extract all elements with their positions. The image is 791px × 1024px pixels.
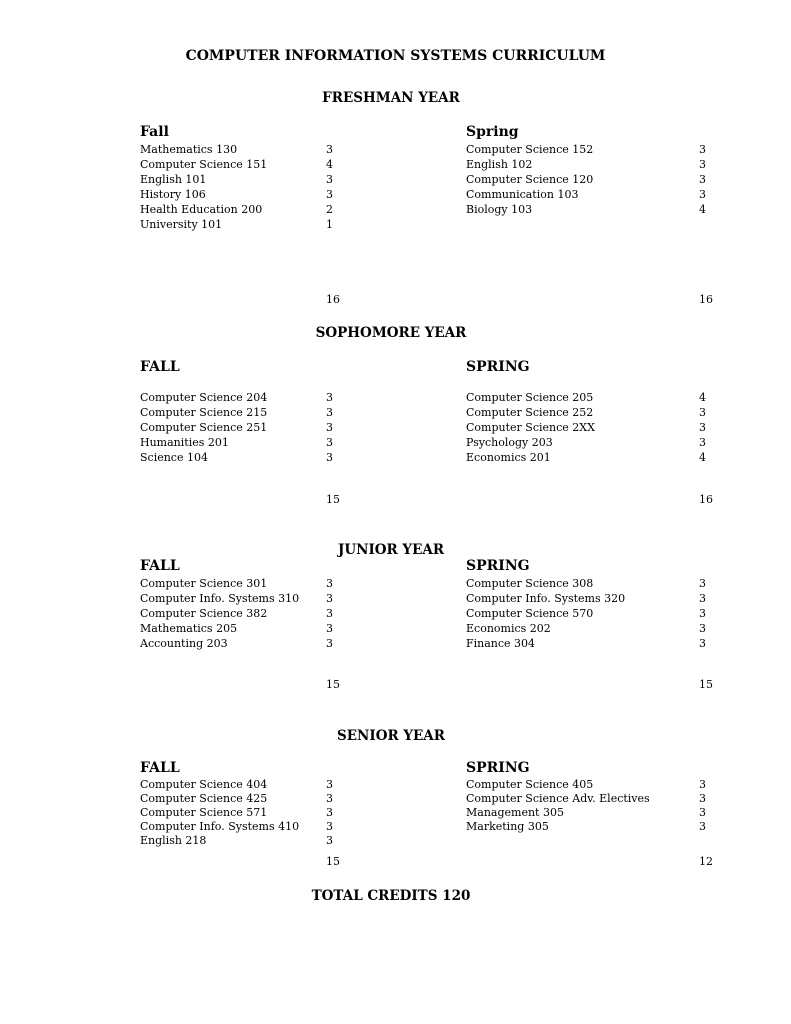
- course-name: Computer Science 404: [140, 778, 268, 791]
- fall-credit-list: [326, 576, 333, 651]
- course-credits: 3: [699, 158, 706, 171]
- course-name: Computer Science 252: [466, 406, 594, 419]
- course-credits: 3: [326, 622, 333, 635]
- course-name: Management 305: [466, 806, 564, 819]
- course-name: Computer Science 151: [140, 158, 268, 171]
- course-name: English 101: [140, 173, 207, 186]
- course-credits: 3: [326, 637, 333, 650]
- course-credits: 3: [326, 188, 333, 201]
- course-name: Computer Science 205: [466, 391, 594, 404]
- course-name: Computer Science 204: [140, 391, 268, 404]
- course-credits: 4: [699, 203, 706, 216]
- course-credits: 3: [326, 173, 333, 186]
- course-credits: 3: [699, 143, 706, 156]
- course-name: Computer Science 215: [140, 406, 268, 419]
- fall-course-list: [140, 142, 267, 232]
- course-name: University 101: [140, 218, 223, 231]
- course-credits: 3: [326, 792, 333, 805]
- spring-total-credits: 12: [699, 855, 713, 868]
- course-credits: 3: [326, 806, 333, 819]
- spring-total-credits: 15: [699, 678, 713, 691]
- document-title: COMPUTER INFORMATION SYSTEMS CURRICULUM: [185, 48, 606, 64]
- course-credits: 3: [326, 577, 333, 590]
- course-name: English 102: [466, 158, 533, 171]
- fall-total-credits: 15: [326, 493, 340, 506]
- fall-credit-list: [326, 390, 333, 465]
- course-name: Biology 103: [466, 203, 533, 216]
- course-name: Computer Info. Systems 410: [140, 820, 300, 833]
- course-credits: 3: [699, 421, 706, 434]
- fall-heading: FALL: [140, 558, 180, 574]
- course-credits: 3: [699, 188, 706, 201]
- fall-heading: FALL: [140, 359, 180, 375]
- course-credits: 3: [699, 592, 706, 605]
- course-name: Computer Science 301: [140, 577, 268, 590]
- fall-course-list: [140, 390, 267, 465]
- course-name: Health Education 200: [140, 203, 263, 216]
- spring-credit-list: [699, 142, 706, 217]
- course-credits: 3: [326, 451, 333, 464]
- course-name: Computer Science 152: [466, 143, 594, 156]
- course-credits: 4: [326, 158, 333, 171]
- course-name: Economics 202: [466, 622, 551, 635]
- course-name: Economics 201: [466, 451, 551, 464]
- course-credits: 3: [326, 607, 333, 620]
- course-name: Computer Science 405: [466, 778, 594, 791]
- spring-course-list: [466, 778, 650, 834]
- course-name: Computer Science 308: [466, 577, 594, 590]
- fall-course-list: [140, 778, 299, 848]
- fall-total-credits: 16: [326, 293, 340, 306]
- total-credits: TOTAL CREDITS 120: [311, 888, 471, 904]
- year-title: SOPHOMORE YEAR: [315, 325, 467, 341]
- course-credits: 3: [699, 173, 706, 186]
- course-credits: 3: [699, 820, 706, 833]
- course-name: Computer Science 382: [140, 607, 268, 620]
- course-name: Computer Science 120: [466, 173, 594, 186]
- spring-heading: Spring: [466, 124, 519, 140]
- course-name: Mathematics 130: [140, 143, 238, 156]
- course-name: Computer Science 571: [140, 806, 268, 819]
- spring-credit-list: [699, 778, 706, 834]
- course-credits: 3: [326, 834, 333, 847]
- course-name: Science 104: [140, 451, 208, 464]
- spring-course-list: [466, 390, 595, 465]
- course-name: Computer Science Adv. Electives: [466, 792, 650, 805]
- spring-credit-list: [699, 390, 706, 465]
- fall-credit-list: [326, 142, 333, 232]
- course-name: Computer Info. Systems 310: [140, 592, 300, 605]
- course-credits: 3: [699, 622, 706, 635]
- course-credits: 3: [699, 406, 706, 419]
- spring-total-credits: 16: [699, 493, 713, 506]
- spring-heading: SPRING: [466, 558, 530, 574]
- spring-heading: SPRING: [466, 359, 530, 375]
- fall-heading: FALL: [140, 760, 180, 776]
- course-name: Computer Science 425: [140, 792, 268, 805]
- fall-credit-list: [326, 778, 333, 848]
- course-name: Finance 304: [466, 637, 536, 650]
- fall-total-credits: 15: [326, 678, 340, 691]
- spring-total-credits: 16: [699, 293, 713, 306]
- course-name: Marketing 305: [466, 820, 549, 833]
- course-credits: 3: [326, 820, 333, 833]
- course-credits: 3: [699, 436, 706, 449]
- course-credits: 3: [326, 778, 333, 791]
- year-title: JUNIOR YEAR: [337, 542, 445, 558]
- fall-course-list: [140, 576, 299, 651]
- spring-course-list: [466, 142, 593, 217]
- course-name: Humanities 201: [140, 436, 229, 449]
- course-credits: 3: [699, 577, 706, 590]
- course-credits: 3: [326, 143, 333, 156]
- fall-total-credits: 15: [326, 855, 340, 868]
- course-credits: 3: [699, 607, 706, 620]
- course-credits: 1: [326, 218, 333, 231]
- course-name: Communication 103: [466, 188, 579, 201]
- course-credits: 2: [326, 203, 333, 216]
- spring-credit-list: [699, 576, 706, 651]
- course-credits: 3: [699, 778, 706, 791]
- course-credits: 3: [326, 391, 333, 404]
- course-name: Psychology 203: [466, 436, 553, 449]
- course-name: Accounting 203: [140, 637, 228, 650]
- course-name: Computer Science 570: [466, 607, 594, 620]
- course-credits: 3: [699, 806, 706, 819]
- course-name: Computer Info. Systems 320: [466, 592, 626, 605]
- course-name: Computer Science 251: [140, 421, 268, 434]
- fall-heading: Fall: [140, 124, 169, 140]
- course-credits: 3: [326, 421, 333, 434]
- course-credits: 3: [326, 436, 333, 449]
- course-credits: 3: [326, 592, 333, 605]
- course-credits: 4: [699, 391, 706, 404]
- year-title: SENIOR YEAR: [337, 728, 445, 744]
- course-credits: 3: [699, 637, 706, 650]
- year-title: FRESHMAN YEAR: [322, 90, 460, 106]
- course-credits: 4: [699, 451, 706, 464]
- course-name: English 218: [140, 834, 207, 847]
- course-name: Computer Science 2XX: [466, 421, 595, 434]
- course-credits: 3: [326, 406, 333, 419]
- course-credits: 3: [699, 792, 706, 805]
- course-name: History 106: [140, 188, 206, 201]
- course-name: Mathematics 205: [140, 622, 238, 635]
- spring-course-list: [466, 576, 625, 651]
- spring-heading: SPRING: [466, 760, 530, 776]
